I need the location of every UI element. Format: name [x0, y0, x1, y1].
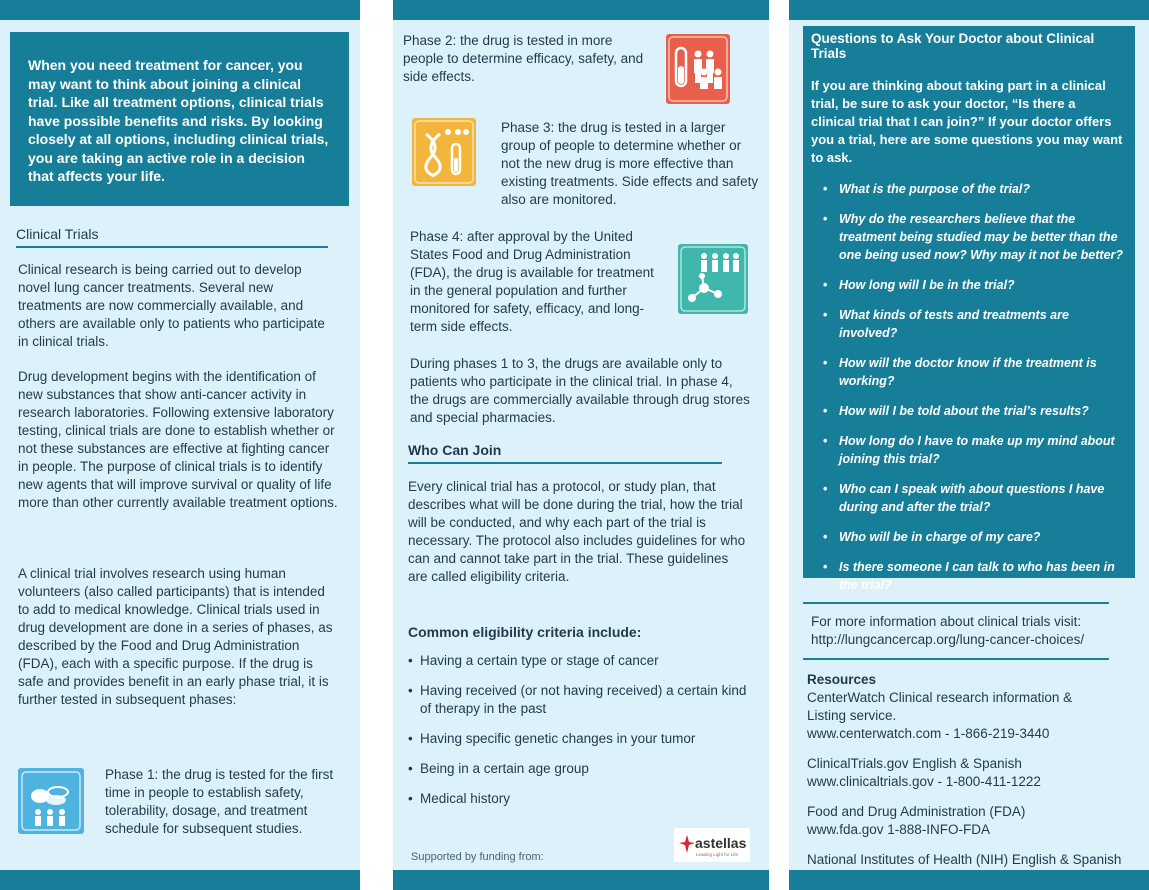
- resource-link[interactable]: www.fda.gov 1-888-INFO-FDA: [807, 822, 991, 837]
- panel-right: [789, 0, 1149, 890]
- resource-link[interactable]: www.clinicaltrials.gov - 1-800-411-1222: [807, 774, 1041, 789]
- question-item: • How long will I be in the trial?: [823, 276, 1127, 294]
- criteria-item: • Having received (or not having received) a certain kind of therapy in the past: [408, 682, 753, 718]
- resource-fda: [807, 803, 1147, 839]
- question-item: • Why do the researchers believe that the treatment being studied may be better than the one being used now? Why may it not be better?: [823, 210, 1127, 264]
- more-info-box: [803, 602, 1109, 660]
- resource-line: National Institutes of Health (NIH) English & Spanish: [807, 852, 1122, 867]
- resource-line: Listing service.: [807, 708, 897, 723]
- question-item: • What kinds of tests and treatments are involved?: [823, 306, 1127, 342]
- bottom-bar: [789, 870, 1149, 890]
- criteria-item: • Being in a certain age group: [408, 760, 753, 778]
- who-can-join-heading: Who Can Join: [408, 442, 722, 464]
- questions-title: Questions to Ask Your Doctor about Clinical Trials: [811, 31, 1095, 61]
- resource-line: ClinicalTrials.gov English & Spanish: [807, 756, 1022, 771]
- clinical-research-paragraph: Clinical research is being carried out to develop novel lung cancer treatments. Several new treatments are now commercially available, and others are available only to patients who participate in clinical trials.: [18, 262, 325, 349]
- molecule-people-icon: [678, 244, 748, 314]
- criteria-item: • Medical history: [408, 790, 753, 808]
- bottom-bar: [0, 870, 360, 890]
- intro-box: When you need treatment for cancer, you may want to think about joining a clinical trial. Like all treatment options, clinical trials have possible benefits and risks. By looking closely at all options, including clinical trials, you are taking an active role in a decision that affects your life.: [10, 32, 349, 206]
- astellas-star-icon: [678, 834, 696, 854]
- phase1-text: Phase 1: the drug is tested for the first time in people to establish safety, tolerability, dosage, and treatment schedule for subsequent studies.: [105, 767, 334, 836]
- panel-middle: [393, 0, 769, 890]
- test-tube-people-icon: [666, 34, 730, 104]
- resources-section: [807, 671, 1147, 887]
- drug-development-paragraph: Drug development begins with the identification of new substances that show anti-cancer activity in research laboratories. Following extensive laboratory testing, clinical trials are done to establish whether or not these substances are effective at fighting cancer in people. The purpose of clinical trials is to identify new agents that will improve survival or quality of life more than other currently available treatment options.: [18, 369, 338, 510]
- resource-clinicaltrials: [807, 755, 1147, 791]
- question-item: • How will the doctor know if the treatment is working?: [823, 354, 1127, 390]
- phase3-text: Phase 3: the drug is tested in a larger group of people to determine whether or not the new drug is more effective than existing treatments. Side effects and safety also are monitored.: [501, 120, 759, 207]
- more-info-text: For more information about clinical trials visit:: [811, 614, 1082, 629]
- availability-paragraph: During phases 1 to 3, the drugs are available only to patients who participate in the clinical trial. In phase 4, the drugs are commercially available through drug stores and special pharmacies.: [410, 356, 750, 425]
- questions-intro: If you are thinking about taking part in a clinical trial, be sure to ask your doctor, “Is there a clinical trial that I can join?” If your doctor offers you a trial, here are some questions you may want to ask.: [811, 78, 1123, 165]
- questions-list: [823, 180, 1127, 594]
- question-item: • What is the purpose of the trial?: [823, 180, 1127, 198]
- resources-title: Resources: [807, 672, 877, 687]
- logo-wordmark: astellas: [695, 835, 747, 851]
- phase4-text: Phase 4: after approval by the United States Food and Drug Administration (FDA), the drug is available for treatment in the general population and further monitored for safety, efficacy, and long-term side effects.: [410, 229, 654, 334]
- top-bar: [393, 0, 769, 20]
- more-info-link[interactable]: http://lungcancercap.org/lung-cancer-choices/: [811, 632, 1085, 647]
- top-bar: [789, 0, 1149, 20]
- resource-centerwatch: [807, 689, 1147, 743]
- question-item: • Is there someone I can talk to who has been in the trial?: [823, 558, 1127, 594]
- phase2-text: Phase 2: the drug is tested in more people to determine efficacy, safety, and side effects.: [403, 33, 644, 84]
- clinical-trials-heading: Clinical Trials: [16, 226, 328, 248]
- resource-line: CenterWatch Clinical research information &: [807, 690, 1073, 705]
- dna-test-tube-icon: [412, 118, 476, 186]
- bottom-bar: [393, 870, 769, 890]
- question-item: • Who will be in charge of my care?: [823, 528, 1127, 546]
- criteria-item: • Having specific genetic changes in your tumor: [408, 730, 753, 748]
- criteria-item: • Having a certain type or stage of cancer: [408, 652, 753, 670]
- logo-tagline: Leading Light for Life: [696, 852, 739, 857]
- resource-line: Food and Drug Administration (FDA): [807, 804, 1026, 819]
- questions-box: [803, 26, 1135, 592]
- question-item: • Who can I speak with about questions I have during and after the trial?: [823, 480, 1127, 516]
- criteria-list: [408, 652, 753, 820]
- clinical-trial-paragraph: A clinical trial involves research using human volunteers (also called participants) that is intended to add to medical knowledge. Clinical trials used in drug development are done in a series of phases, as described by the Food and Drug Administration (FDA), each with a specific purpose. If the drug is safe and provides benefit in an early phase trial, it is further tested in subsequent phases:: [18, 566, 333, 707]
- criteria-heading: Common eligibility criteria include:: [408, 624, 642, 640]
- astellas-logo: [674, 828, 750, 862]
- resource-link[interactable]: www.centerwatch.com - 1-866-219-3440: [807, 726, 1050, 741]
- question-item: • How long do I have to make up my mind about joining this trial?: [823, 432, 1127, 468]
- pills-people-icon: [18, 768, 84, 834]
- top-bar: [0, 0, 360, 20]
- question-item: • How will I be told about the trial’s results?: [823, 402, 1127, 420]
- panel-left: [0, 0, 360, 890]
- funding-label: Supported by funding from:: [411, 851, 544, 863]
- who-can-join-paragraph: Every clinical trial has a protocol, or study plan, that describes what will be done during the trial, how the trial will be conducted, and why each part of the trial is necessary. The protocol also includes guidelines for who can and cannot take part in the trial. These guidelines are called eligibility criteria.: [408, 479, 746, 584]
